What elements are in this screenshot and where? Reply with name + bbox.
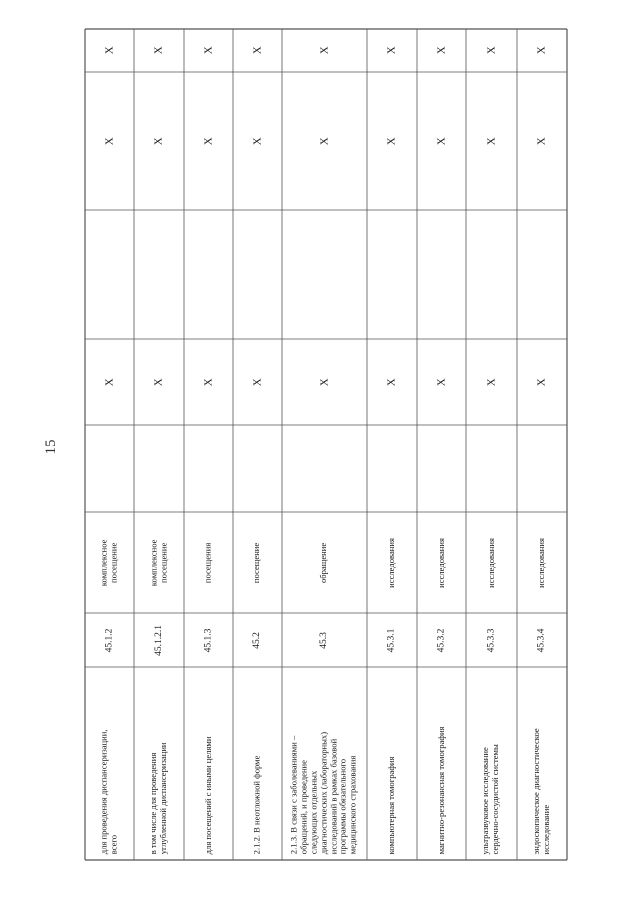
row-mark-cell: [466, 339, 517, 425]
row-name: 2.1.3. В связи с заболеваниями – обращений, и проведение следующих отдельных диагностических (лабораторных) исследований в рамках базовой программы обязательного медицинского страхования: [288, 731, 359, 855]
row-mark: X: [202, 378, 215, 386]
row-mark-cell: [466, 29, 517, 72]
row-mark: X: [103, 137, 116, 145]
row-mark-cell: [367, 29, 417, 72]
row-name-cell: [282, 667, 367, 860]
row-code: 45.3.2: [436, 628, 447, 652]
row-mark: X: [202, 137, 215, 145]
row-unit: комплексное посещение: [148, 539, 168, 586]
row-name: 2.1.2. В неотложной форме: [251, 755, 262, 854]
row-name: для проведения диспансеризации, всего: [98, 729, 119, 854]
row-code: 45.3.4: [536, 628, 547, 652]
row-mark-cell: [367, 72, 417, 210]
row-name-cell: [184, 667, 233, 860]
row-code: 45.1.2: [104, 628, 115, 652]
row-code-cell: [417, 613, 466, 667]
row-name: в том числе для проведения углубленной диспансеризации: [148, 742, 169, 854]
row-mark-cell: [517, 339, 567, 425]
row-mark-cell: [417, 29, 466, 72]
row-mark-cell: [417, 339, 466, 425]
row-mark: X: [385, 378, 398, 386]
row-name-cell: [85, 667, 134, 860]
row-mark: X: [103, 378, 116, 386]
row-unit-cell: [517, 512, 567, 613]
row-code-cell: [85, 613, 134, 667]
row-code: 45.2: [252, 631, 263, 649]
row-mark: X: [435, 137, 448, 145]
row-name: эндоскопическое диагностическое исследование: [531, 727, 552, 855]
row-code: 45.3: [319, 631, 330, 649]
row-unit: исследования: [485, 537, 496, 588]
row-mark-cell: [184, 339, 233, 425]
row-mark: X: [435, 378, 448, 386]
row-name-cell: [466, 667, 517, 860]
row-code-cell: [517, 613, 567, 667]
row-mark-cell: [134, 339, 184, 425]
row-mark: X: [318, 378, 331, 386]
row-mark: X: [535, 137, 548, 145]
row-unit-cell: [466, 512, 517, 613]
row-mark-cell: [85, 339, 134, 425]
row-code-cell: [184, 613, 233, 667]
row-name: магнитно-резонансная томография: [435, 726, 446, 854]
row-mark: X: [152, 378, 165, 386]
row-mark: X: [435, 46, 448, 55]
row-mark-cell: [233, 339, 282, 425]
row-mark-cell: [233, 72, 282, 210]
row-unit: исследования: [536, 537, 547, 588]
page-number: 15: [42, 439, 59, 455]
row-mark: X: [103, 46, 116, 55]
row-name: для посещений с иными целями: [202, 736, 213, 854]
row-unit: посещения: [202, 542, 213, 583]
row-code-cell: [367, 613, 417, 667]
row-mark: X: [385, 46, 398, 55]
row-code: 45.1.3: [203, 628, 214, 652]
row-name-cell: [417, 667, 466, 860]
row-code: 45.3.3: [486, 628, 497, 652]
row-unit-cell: [367, 512, 417, 613]
row-mark-cell: [367, 339, 417, 425]
row-mark: X: [385, 137, 398, 145]
row-unit: комплексное посещение: [98, 539, 119, 586]
row-code-cell: [282, 613, 367, 667]
row-mark-cell: [85, 72, 134, 210]
row-unit-cell: [282, 512, 367, 613]
row-code-cell: [233, 613, 282, 667]
row-name-cell: [233, 667, 282, 860]
row-code: 45.3.1: [386, 628, 397, 652]
row-mark: X: [485, 378, 498, 386]
row-mark: X: [202, 46, 215, 55]
row-unit: обращение: [318, 542, 329, 583]
row-code: 45.1.2.1: [153, 624, 164, 656]
row-unit-cell: [233, 512, 282, 613]
row-mark-cell: [282, 72, 367, 210]
row-name-cell: [367, 667, 417, 860]
row-mark: X: [535, 378, 548, 386]
row-unit-cell: [184, 512, 233, 613]
row-code-cell: [466, 613, 517, 667]
row-unit: исследования: [435, 537, 446, 588]
row-mark: X: [152, 137, 165, 145]
row-mark-cell: [466, 72, 517, 210]
row-mark-cell: [417, 72, 466, 210]
row-unit-cell: [134, 512, 184, 613]
row-mark: X: [485, 46, 498, 55]
row-mark: X: [152, 46, 165, 55]
row-mark: X: [251, 46, 264, 55]
row-mark-cell: [282, 29, 367, 72]
row-unit-cell: [417, 512, 466, 613]
row-mark: X: [251, 378, 264, 386]
row-mark-cell: [517, 29, 567, 72]
row-mark-cell: [282, 339, 367, 425]
row-mark-cell: [184, 29, 233, 72]
row-mark-cell: [233, 29, 282, 72]
row-mark-cell: [85, 29, 134, 72]
row-name-cell: [134, 667, 184, 860]
row-mark: X: [485, 137, 498, 145]
row-unit: исследования: [386, 537, 397, 588]
row-mark-cell: [184, 72, 233, 210]
row-name: компьютерная томография: [386, 756, 397, 854]
row-unit: посещение: [251, 542, 262, 583]
row-mark-cell: [134, 29, 184, 72]
row-mark: X: [251, 137, 264, 145]
row-unit-cell: [85, 512, 134, 613]
row-mark: X: [318, 137, 331, 145]
row-name: ультразвуковое исследование сердечно-сосудистой системы: [480, 743, 501, 855]
row-mark: X: [535, 46, 548, 55]
row-mark-cell: [134, 72, 184, 210]
row-mark: X: [318, 46, 331, 55]
row-name-cell: [517, 667, 567, 860]
row-mark-cell: [517, 72, 567, 210]
row-code-cell: [134, 613, 184, 667]
